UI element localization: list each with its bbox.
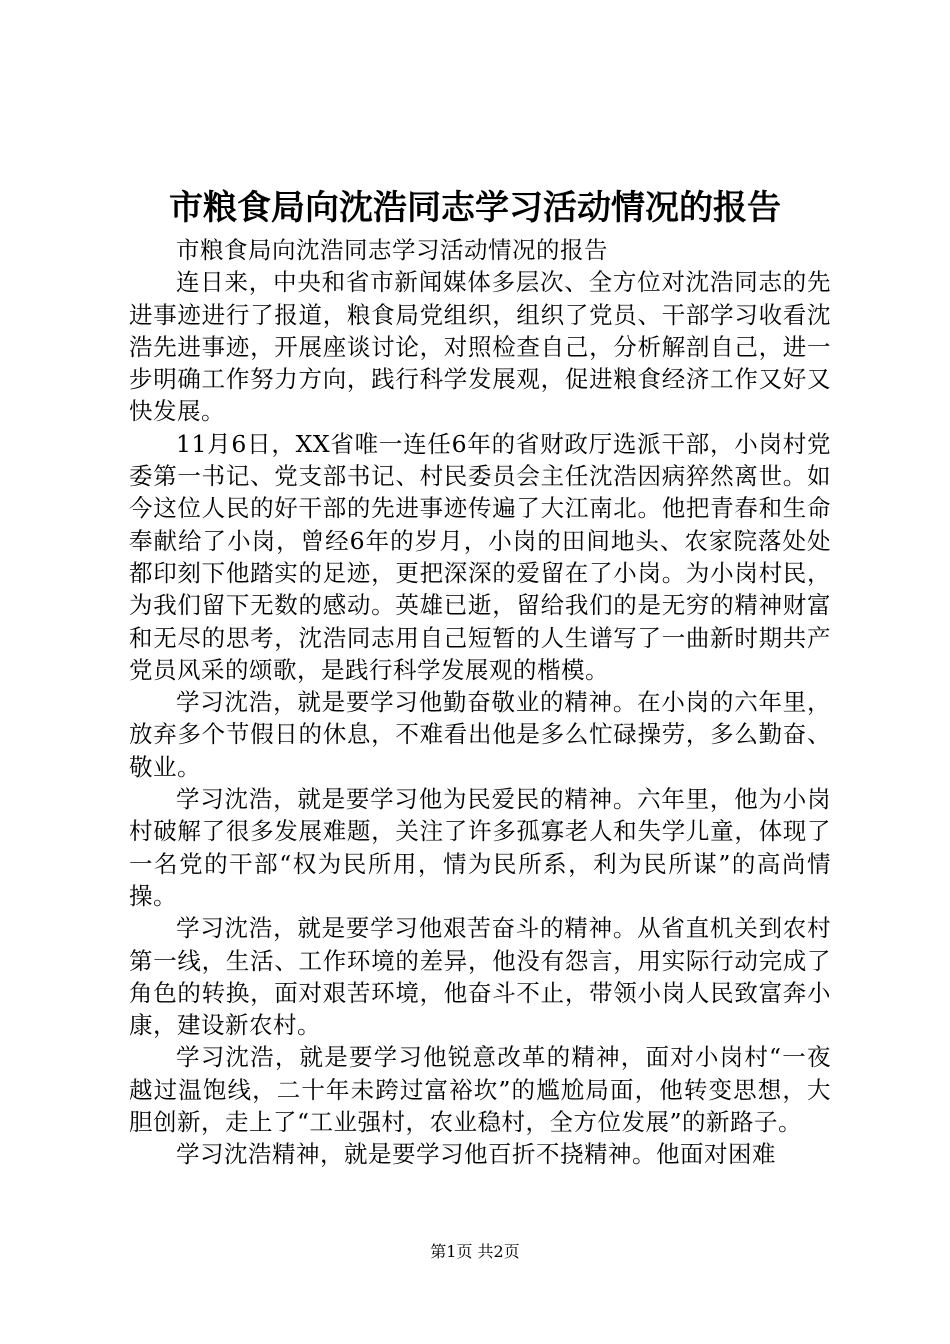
paragraph-reform: 学习沈浩，就是要学习他锐意改革的精神，面对小岗村“一夜越过温饱线，二十年未跨过富裕坎”的尴尬局面，他转变思想，大胆创新，走上了“工业强村，农业稳村，全方位发展”的新路子。 bbox=[129, 1043, 831, 1137]
document-title: 市粮食局向沈浩同志学习活动情况的报告 bbox=[169, 188, 781, 228]
paragraph-hard-work: 学习沈浩，就是要学习他艰苦奋斗的精神。从省直机关到农村第一线，生活、工作环境的差异，他没有怨言，用实际行动完成了角色的转换，面对艰苦环境，他奋斗不止，带领小岗人民致富奔小康，建设新农村。 bbox=[129, 914, 831, 1040]
paragraph-love-people: 学习沈浩，就是要学习他为民爱民的精神。六年里，他为小岗村破解了很多发展难题，关注了许多孤寡老人和失学儿童，体现了一名党的干部“权为民所用，情为民所系，利为民所谋”的高尚情操。 bbox=[129, 785, 831, 910]
paragraph-dedication: 学习沈浩，就是要学习他勤奋敬业的精神。在小岗的六年里，放弃多个节假日的休息，不难看出他是多么忙碌操劳，多么勤奋、敬业。 bbox=[129, 688, 831, 781]
paragraph-intro: 连日来，中央和省市新闻媒体多层次、全方位对沈浩同志的先进事迹进行了报道，粮食局党组织，组织了党员、干部学习收看沈浩先进事迹，开展座谈讨论，对照检查自己，分析解剖自己，进一步明确工作努力方向，践行科学发展观，促进粮食经济工作又好又快发展。 bbox=[129, 268, 831, 426]
page-number-footer: 第1页 共2页 bbox=[430, 1242, 520, 1261]
paragraph-background: 11月6日，XX省唯一连任6年的省财政厅选派干部，小岗村党委第一书记、党支部书记、村民委员会主任沈浩因病猝然离世。如今这位人民的好干部的先进事迹传遍了大江南北。他把青春和生命奉献给了小岗，曾经6年的岁月，小岗的田间地头、农家院落处处都印刻下他踏实的足迹，更把深深的爱留在了小岗。为小岗村民，为我们留下无数的感动。英雄已逝，留给我们的是无穷的精神财富和无尽的思考，沈浩同志用自己短暂的人生谱写了一曲新时期共产党员风采的颂歌，是践行科学发展观的楷模。 bbox=[129, 429, 831, 684]
paragraph-perseverance: 学习沈浩精神，就是要学习他百折不挠精神。他面对困难 bbox=[176, 1140, 776, 1169]
paragraph-subtitle: 市粮食局向沈浩同志学习活动情况的报告 bbox=[176, 236, 608, 264]
document-body bbox=[129, 234, 831, 1171]
